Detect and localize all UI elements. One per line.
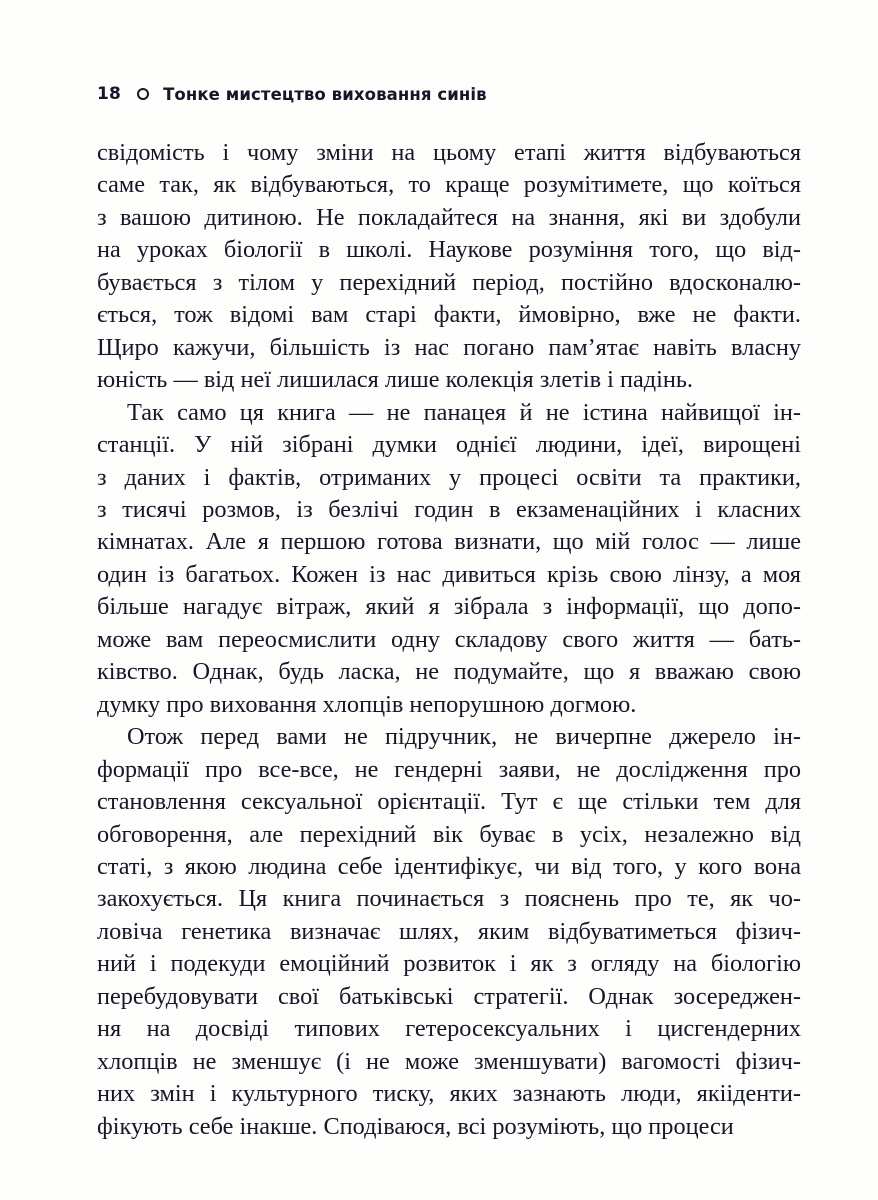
text-line: статі, з якою людина себе ідентифікує, чи від того, у кого вона: [97, 852, 801, 880]
text-line: формації про все-все, не гендерні заяви, не дослідження про: [97, 755, 801, 783]
body-text: [97, 137, 801, 1143]
book-title: Тонке мистецтво виховання синів: [163, 84, 487, 104]
text-line: з даних і фактів, отриманих у процесі освіти та практики,: [97, 463, 801, 491]
page-number: 18: [97, 84, 122, 104]
text-line: ється, тож відомі вам старі факти, ймовірно, вже не факти.: [97, 301, 801, 329]
text-line: закохується. Ця книга починається з пояснень про те, як чо-: [97, 885, 801, 913]
text-line: станції. У ній зібрані думки однієї людини, ідеї, вирощені: [97, 431, 801, 459]
text-line: думку про виховання хлопців непорушною догмою.: [97, 690, 637, 718]
text-line: Так само ця книга — не панацея й не істина найвищої ін-: [127, 398, 801, 426]
running-head: [97, 84, 487, 104]
text-line: саме так, як відбуваються, то краще розумітимете, що коїться: [97, 171, 801, 199]
circle-outline-icon: [137, 88, 149, 100]
text-line: ня на досвіді типових гетеросексуальних і цисгендерних: [97, 1015, 801, 1043]
paragraph: [97, 137, 801, 397]
text-line: них змін і культурного тиску, яких зазнають люди, якііденти-: [97, 1080, 801, 1108]
text-line: бувається з тілом у перехідний період, постійно вдосконалю-: [97, 268, 801, 296]
text-line: кімнатах. Але я першою готова визнати, що мій голос — лише: [97, 528, 801, 556]
text-line: може вам переосмислити одну складову свого життя — бать-: [97, 625, 801, 653]
text-line: свідомість і чому зміни на цьому етапі життя відбуваються: [97, 139, 801, 166]
paragraph: [97, 397, 801, 722]
text-line: хлопців не зменшує (і не може зменшувати) вагомості фізич-: [97, 1047, 801, 1075]
text-line: ловіча генетика визначає шлях, яким відбуватиметься фізич-: [97, 917, 801, 945]
text-line: з тисячі розмов, із безлічі годин в екзаменаційних і класних: [97, 495, 801, 523]
text-line: ний і подекуди емоційний розвиток і як з огляду на біологію: [97, 950, 801, 978]
text-line: більше нагадує вітраж, який я зібрала з інформації, що допо-: [97, 593, 801, 621]
text-line: Щиро кажучи, більшість із нас погано пам’ятає навіть власну: [97, 333, 801, 361]
text-line: обговорення, але перехідний вік буває в усіх, незалежно від: [97, 820, 801, 848]
text-line: з вашою дитиною. Не покладайтеся на знання, які ви здобули: [97, 203, 801, 231]
text-line: Отож перед вами не підручник, не вичерпне джерело ін-: [127, 723, 801, 751]
text-line: фікують себе інакше. Сподіваюся, всі розуміють, що процеси: [97, 1112, 734, 1140]
text-line: юність — від неї лишилася лише колекція злетів і падінь.: [97, 366, 693, 394]
paragraph: [97, 721, 801, 1143]
text-line: один із багатьох. Кожен із нас дивиться крізь свою лінзу, а моя: [97, 560, 801, 588]
text-line: на уроках біології в школі. Наукове розуміння того, що від-: [97, 236, 801, 264]
text-line: перебудовувати свої батьківські стратегії. Однак зосереджен-: [97, 982, 801, 1010]
text-line: ківство. Однак, будь ласка, не подумайте, що я вважаю свою: [97, 658, 801, 686]
text-line: становлення сексуальної орієнтації. Тут є ще стільки тем для: [97, 788, 801, 816]
